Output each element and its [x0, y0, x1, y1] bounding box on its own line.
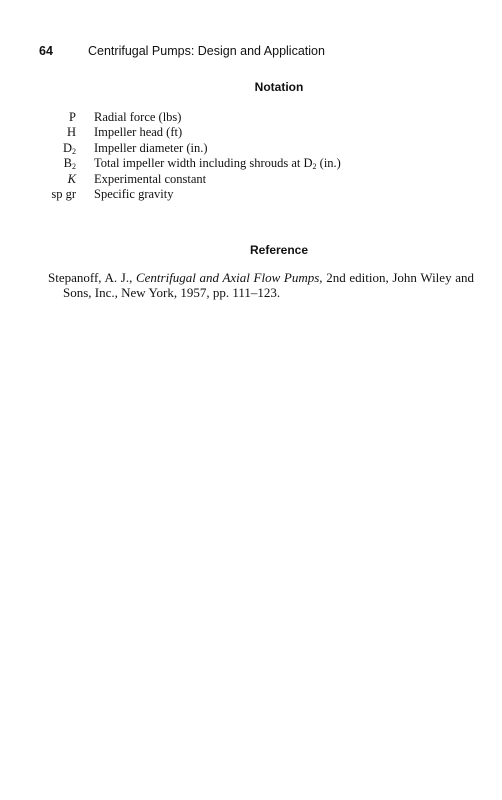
notation-description: Radial force (lbs) — [94, 110, 182, 124]
running-title: Centrifugal Pumps: Design and Application — [88, 44, 325, 58]
reference-author: Stepanoff, A. J., — [48, 270, 136, 285]
notation-description: Impeller diameter (in.) — [94, 140, 208, 155]
notation-symbol: sp gr — [51, 187, 76, 202]
notation-description: Total impeller width including shrouds at $D_2$ (in.) — [94, 156, 341, 172]
notation-symbol: $D_2$ — [62, 140, 76, 156]
notation-row-p — [38, 110, 341, 125]
notation-row-sp-gr — [38, 187, 341, 202]
notation-list — [38, 110, 341, 202]
notation-row-b2 — [38, 156, 341, 171]
notation-symbol: H — [66, 125, 76, 140]
reference-heading: Reference — [249, 243, 309, 257]
notation-row-k — [38, 172, 341, 187]
reference-details: 2nd edition, John Wiley and Sons, Inc., New York, 1957, pp. 111–123. — [63, 270, 474, 300]
notation-description: Experimental constant — [94, 171, 207, 186]
notation-symbol: P — [69, 110, 76, 124]
page-number: 64 — [39, 44, 53, 58]
reference-title: Centrifugal and Axial Flow Pumps, — [135, 270, 323, 285]
notation-heading: Notation — [254, 80, 304, 94]
notation-row-d2 — [38, 141, 341, 156]
page-header — [39, 44, 325, 58]
notation-row-h — [38, 125, 341, 140]
notation-symbol: K — [67, 171, 76, 186]
notation-symbol: $B_2$ — [63, 156, 76, 172]
notation-description: Specific gravity — [94, 187, 174, 202]
reference-entry — [48, 270, 474, 300]
notation-description: Impeller head (ft) — [94, 125, 183, 140]
